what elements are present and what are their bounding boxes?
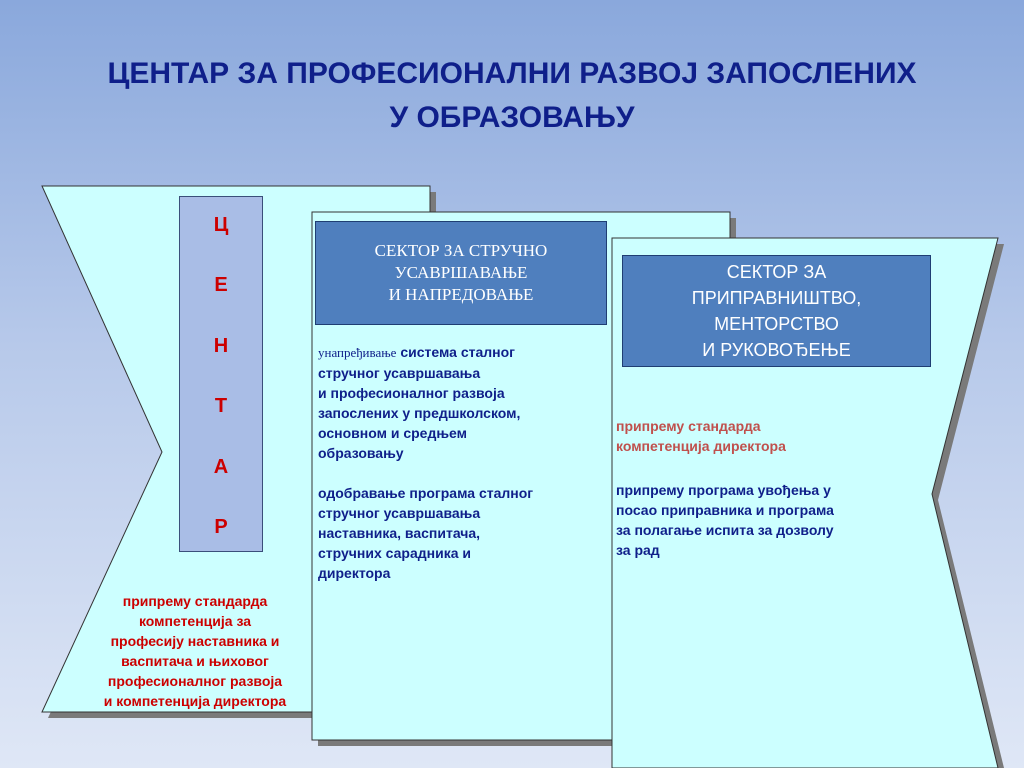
centre-letter: А: [213, 455, 229, 478]
sector-professional-development-header: СЕКТОР ЗА СТРУЧНО УСАВРШАВАЊЕ И НАПРЕДОВАЊЕ: [315, 221, 607, 325]
centre-letter: Ц: [213, 214, 229, 236]
title-line-2: У ОБРАЗОВАЊУ: [389, 101, 635, 134]
centre-letter: Т: [214, 395, 228, 418]
centre-letter: Н: [213, 334, 229, 357]
centre-letter: Е: [214, 274, 228, 297]
right-panel-text-1: припрему стандарда компетенција директора: [616, 418, 786, 454]
sector-internship-header: СЕКТОР ЗА ПРИПРАВНИШТВО, МЕНТОРСТВО И РУКОВОЂЕЊЕ: [622, 255, 931, 367]
right-panel-text-2: припрему програма увођења у посао приправника и програма за полагање испита за дозволу за рад: [616, 482, 834, 558]
centre-vertical-box: [179, 196, 263, 552]
title-line-1: ЦЕНТАР ЗА ПРОФЕСИОНАЛНИ РАЗВОЈ ЗАПОСЛЕНИХ: [107, 57, 917, 90]
left-panel-text: припрему стандарда компетенција за професију наставника и васпитача и њиховог професионалног развоја и компетенција директора: [103, 593, 287, 709]
middle-para1-first-line: унапређивање система сталног: [318, 344, 515, 360]
centre-letter: Р: [214, 515, 228, 538]
middle-panel-text: унапређивање система сталног стручног усавршавања и професионалног развоја запослених у предшколском, основном и средњем образовању одобравање програма сталног стручног усавршавања наставника, васпитача, стручних сарадника и директора: [318, 342, 608, 583]
